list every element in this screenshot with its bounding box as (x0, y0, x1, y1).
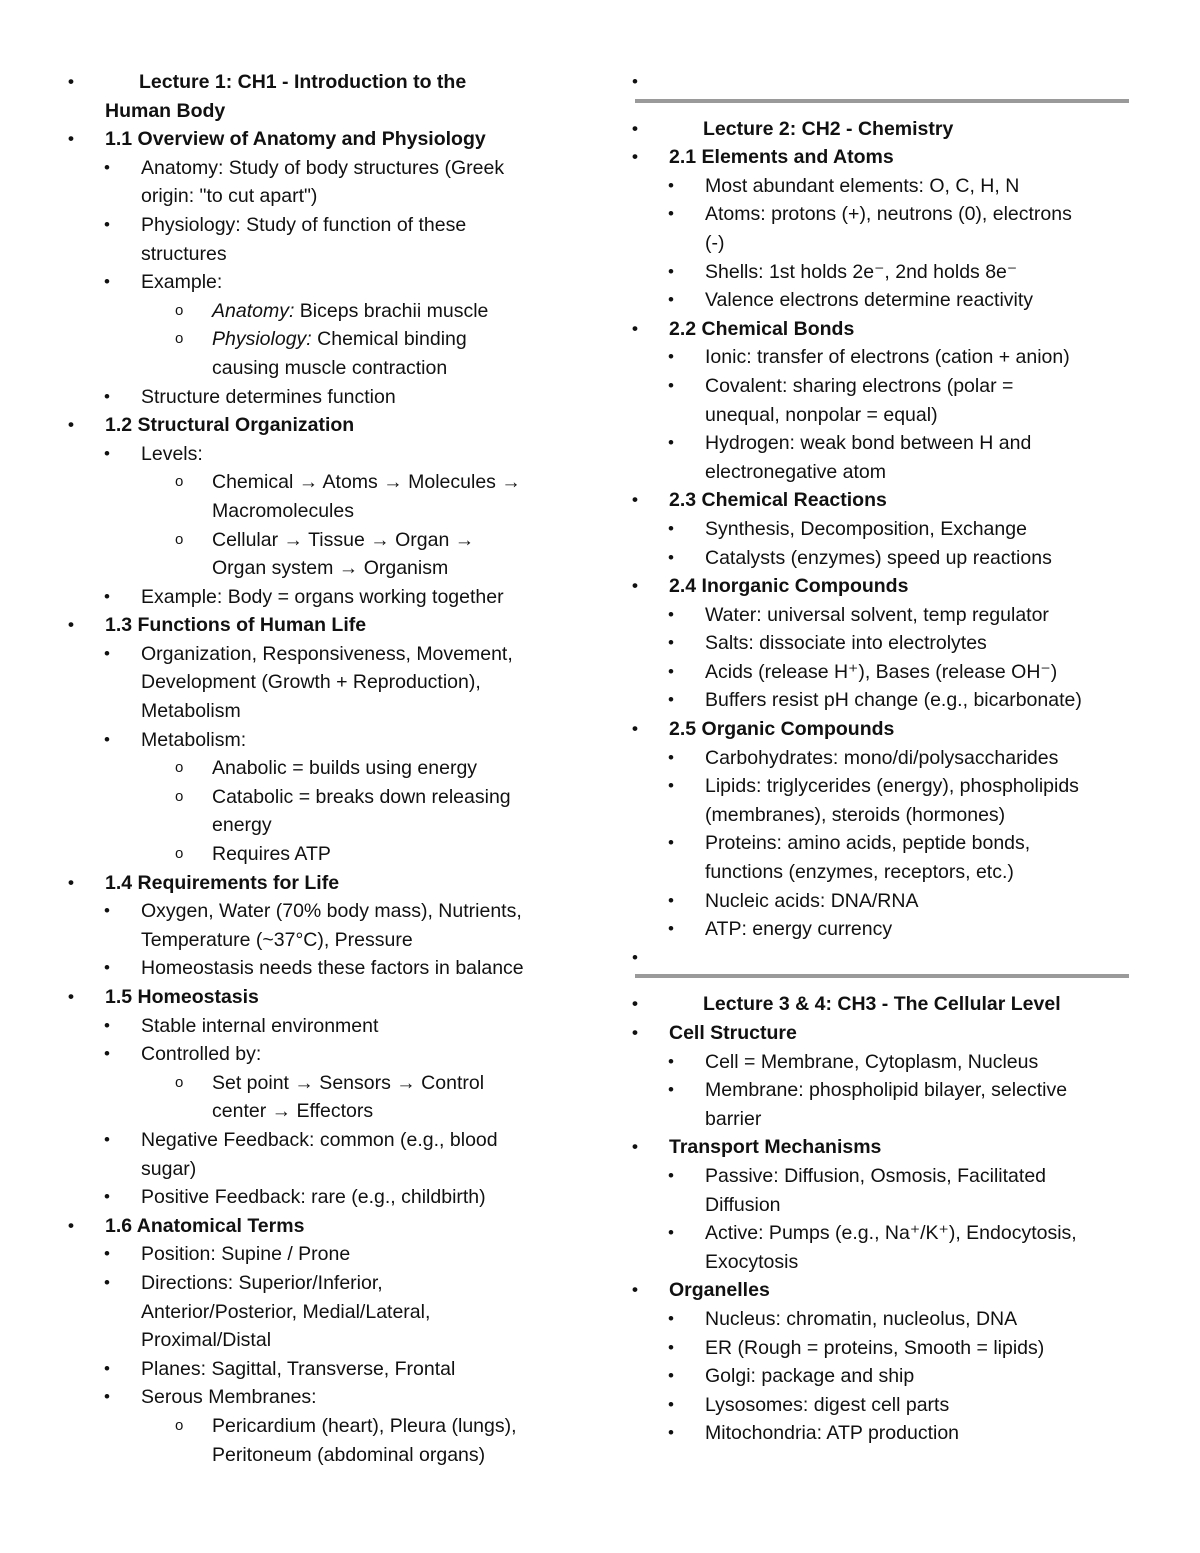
bullet: • (668, 1423, 674, 1443)
list-item (632, 1305, 1142, 1334)
bullet: • (632, 1280, 638, 1300)
lecture-2-title (632, 115, 1142, 144)
bullet: o (175, 473, 184, 491)
list-item-cont (632, 1105, 1142, 1134)
line-text: energy (212, 814, 272, 837)
line-text: Acids (release H⁺), Bases (release OH⁻) (705, 660, 1058, 683)
line-text: unequal, nonpolar = equal) (705, 403, 938, 426)
line-text: Valence electrons determine reactivity (705, 289, 1034, 312)
bullet: • (632, 1023, 638, 1042)
list-item (68, 897, 568, 926)
line-text: Anabolic = builds using energy (212, 757, 478, 780)
line-text: Carbohydrates: mono/di/polysaccharides (705, 746, 1059, 769)
sub-item (68, 840, 568, 869)
line-text: Hydrogen: weak bond between H and (705, 432, 1032, 455)
line-text: Position: Supine / Prone (141, 1243, 351, 1266)
list-item-cont (68, 668, 568, 697)
line-text: Most abundant elements: O, C, H, N (705, 174, 1020, 197)
bullet: • (104, 729, 110, 749)
lecture-3-4-title (632, 990, 1142, 1019)
bullet: • (104, 1387, 110, 1407)
bullet: • (668, 433, 674, 453)
bullet: • (68, 615, 74, 635)
list-item-cont (632, 858, 1142, 887)
line-text: Metabolism: (141, 728, 247, 751)
bullet: • (632, 72, 638, 91)
line-text: Cell Structure (669, 1022, 797, 1044)
bullet: o (175, 301, 184, 319)
line-text: Example: (141, 271, 223, 294)
bullet: • (668, 690, 674, 710)
list-item-cont (68, 1326, 568, 1355)
bullet: • (668, 633, 674, 653)
line-text: Homeostasis needs these factors in balance (141, 957, 524, 980)
bullet: • (68, 1215, 74, 1235)
line-text: Ionic: transfer of electrons (cation + anion) (705, 346, 1070, 369)
list-item (68, 583, 568, 612)
list-item (632, 887, 1142, 916)
list-item (68, 1012, 568, 1041)
sub-item-cont (68, 1097, 568, 1126)
list-item (68, 726, 568, 755)
list-item (632, 343, 1142, 372)
bullet: o (175, 759, 184, 777)
bullet: o (175, 1416, 184, 1434)
line-text: Lecture 2: CH2 - Chemistry (703, 117, 954, 140)
list-item (632, 200, 1142, 229)
line-text: Structure determines function (141, 385, 396, 408)
section-heading (632, 1019, 1142, 1048)
line-text: Cell = Membrane, Cytoplasm, Nucleus (705, 1050, 1039, 1073)
sub-item (68, 468, 568, 497)
right-column (632, 68, 1142, 1448)
section-heading (68, 983, 568, 1012)
bullet: • (104, 586, 110, 606)
line-text: Synthesis, Decomposition, Exchange (705, 517, 1027, 540)
line-text: 1.3 Functions of Human Life (105, 614, 367, 637)
bullet: • (104, 1358, 110, 1378)
bullet: • (668, 175, 674, 195)
bullet: • (68, 872, 74, 892)
bullet: • (68, 72, 74, 91)
line-text: Serous Membranes: (141, 1386, 317, 1409)
line-text: Set point → Sensors → Control (212, 1071, 485, 1094)
list-item (632, 172, 1142, 201)
line-text: 2.5 Organic Compounds (669, 718, 895, 741)
line-text: Planes: Sagittal, Transverse, Frontal (141, 1357, 456, 1380)
sub-item-cont (68, 811, 568, 840)
line-text: Covalent: sharing electrons (polar = (705, 374, 1014, 397)
list-item (632, 744, 1142, 773)
line-text: Membrane: phospholipid bilayer, selective (705, 1079, 1068, 1102)
list-item (68, 383, 568, 412)
line-text: Proteins: amino acids, peptide bonds, (705, 832, 1031, 855)
section-heading (632, 1276, 1142, 1305)
horizontal-rule (635, 99, 1129, 103)
line-text: Lysosomes: digest cell parts (705, 1393, 950, 1416)
bullet: • (668, 890, 674, 910)
list-item (632, 1362, 1142, 1391)
sub-item (68, 754, 568, 783)
bullet: o (175, 530, 184, 548)
line-text: Temperature (~37°C), Pressure (141, 928, 413, 951)
empty-bullet (632, 944, 1142, 973)
line-text: Pericardium (heart), Pleura (lungs), (212, 1414, 517, 1437)
section-heading (632, 715, 1142, 744)
line-text: barrier (705, 1107, 762, 1130)
list-item (632, 915, 1142, 944)
bullet: • (104, 1272, 110, 1292)
sub-item (68, 297, 568, 326)
list-item (632, 258, 1142, 287)
line-text: 1.5 Homeostasis (105, 986, 259, 1008)
list-item (68, 1355, 568, 1384)
list-item-cont (632, 1191, 1142, 1220)
bullet: • (68, 129, 74, 149)
bullet: o (175, 330, 184, 348)
line-text: Salts: dissociate into electrolytes (705, 632, 987, 655)
line-text: Peritoneum (abdominal organs) (212, 1443, 486, 1466)
section-heading (632, 1133, 1142, 1162)
line-text: 2.4 Inorganic Compounds (669, 575, 909, 598)
list-item (68, 1126, 568, 1155)
line-text: 1.4 Requirements for Life (105, 871, 340, 894)
line-text: Requires ATP (212, 843, 331, 866)
line-text: Controlled by: (141, 1043, 262, 1066)
line-text: Buffers resist pH change (e.g., bicarbonate) (705, 689, 1082, 712)
line-text: Example: Body = organs working together (141, 585, 504, 608)
bullet: • (632, 118, 638, 138)
section-heading (632, 315, 1142, 344)
section-heading (68, 125, 568, 154)
section-heading (68, 411, 568, 440)
line-text: Diffusion (705, 1193, 781, 1216)
list-item (632, 1419, 1142, 1448)
line-text: ATP: energy currency (705, 918, 893, 941)
line-text: Organization, Responsiveness, Movement, (141, 642, 513, 665)
line-text: ER (Rough = proteins, Smooth = lipids) (705, 1336, 1045, 1359)
list-item-cont (68, 697, 568, 726)
line-text: Anterior/Posterior, Medial/Lateral, (141, 1300, 431, 1323)
section-heading (68, 869, 568, 898)
bullet: • (668, 547, 674, 567)
bullet: • (104, 1187, 110, 1207)
line-text: 1.2 Structural Organization (105, 414, 355, 437)
list-item (632, 1162, 1142, 1191)
list-item-cont (632, 401, 1142, 430)
sub-item-cont (68, 497, 568, 526)
line-text: Biceps brachii muscle (294, 299, 489, 322)
sub-item (68, 783, 568, 812)
section-heading (68, 611, 568, 640)
list-item-cont (632, 229, 1142, 258)
line-text: Catabolic = breaks down releasing (212, 785, 511, 808)
line-text: Golgi: package and ship (705, 1365, 915, 1388)
bullet: o (175, 787, 184, 805)
line-text: 2.1 Elements and Atoms (669, 146, 894, 169)
bullet: • (668, 604, 674, 624)
list-item (68, 1183, 568, 1212)
line-text: Proximal/Distal (141, 1329, 272, 1352)
list-item (632, 772, 1142, 801)
bullet: o (175, 845, 184, 863)
bullet: • (668, 1051, 674, 1071)
bullet: • (104, 958, 110, 978)
bullet: • (668, 375, 674, 395)
bullet: • (104, 214, 110, 234)
line-text: 2.3 Chemical Reactions (669, 489, 887, 512)
left-column (68, 68, 568, 1469)
line-text: Nucleus: chromatin, nucleolus, DNA (705, 1307, 1018, 1330)
bullet: • (668, 833, 674, 853)
line-text: Mitochondria: ATP production (705, 1422, 960, 1445)
line-text: Human Body (105, 99, 226, 122)
list-item (632, 429, 1142, 458)
line-text: causing muscle contraction (212, 356, 448, 379)
sub-item (68, 325, 568, 354)
list-item (68, 268, 568, 297)
list-item (632, 1048, 1142, 1077)
line-text: Stable internal environment (141, 1014, 379, 1037)
bullet: • (668, 204, 674, 224)
bullet: • (668, 1366, 674, 1386)
line-text: Levels: (141, 442, 203, 465)
bullet: • (104, 901, 110, 921)
list-item-cont (68, 240, 568, 269)
list-item (632, 1334, 1142, 1363)
list-item (632, 1391, 1142, 1420)
line-text: Lecture 3 & 4: CH3 - The Cellular Level (703, 993, 1061, 1016)
list-item (68, 1240, 568, 1269)
bullet: • (668, 1080, 674, 1100)
bullet: • (632, 576, 638, 596)
line-text: Directions: Superior/Inferior, (141, 1271, 383, 1294)
empty-bullet (632, 68, 1142, 97)
bullet: • (668, 919, 674, 939)
list-item (68, 1383, 568, 1412)
line-text: Exocytosis (705, 1250, 799, 1273)
list-item (632, 544, 1142, 573)
bullet: • (104, 272, 110, 292)
line-text: Catalysts (enzymes) speed up reactions (705, 546, 1052, 569)
list-item (632, 829, 1142, 858)
line-text: Nucleic acids: DNA/RNA (705, 889, 919, 912)
section-heading (68, 1212, 568, 1241)
sub-item (68, 1069, 568, 1098)
list-item (632, 1219, 1142, 1248)
line-text: Atoms: protons (+), neutrons (0), electrons (705, 203, 1072, 226)
bullet: • (668, 1165, 674, 1185)
line-text: Water: universal solvent, temp regulator (705, 603, 1049, 626)
sub-item-cont (68, 354, 568, 383)
bullet: • (68, 415, 74, 435)
list-item (632, 658, 1142, 687)
line-text: (membranes), steroids (hormones) (705, 803, 1006, 826)
bullet: • (668, 1223, 674, 1243)
line-text: Organelles (669, 1279, 770, 1302)
line-text: Chemical → Atoms → Molecules → (212, 471, 521, 494)
bullet: • (68, 987, 74, 1006)
line-text: Chemical binding (311, 328, 467, 351)
line-text: Positive Feedback: rare (e.g., childbirth) (141, 1186, 486, 1209)
list-item (632, 1076, 1142, 1105)
line-text: Oxygen, Water (70% body mass), Nutrients, (141, 900, 522, 923)
list-item (632, 686, 1142, 715)
bullet: • (668, 747, 674, 767)
bullet: • (104, 157, 110, 177)
list-item (68, 440, 568, 469)
list-item (68, 1269, 568, 1298)
line-text: Organ system → Organism (212, 557, 449, 580)
line-text: electronegative atom (705, 460, 887, 483)
line-text: Anatomy: Study of body structures (Greek (141, 156, 505, 179)
list-item (632, 629, 1142, 658)
line-text: structures (141, 242, 227, 265)
bullet: • (632, 147, 638, 167)
bullet: • (668, 347, 674, 367)
list-item-cont (68, 1155, 568, 1184)
bullet: • (104, 643, 110, 663)
bullet: • (104, 1129, 110, 1149)
bullet: • (632, 947, 638, 967)
line-text: Lecture 1: CH1 - Introduction to the (139, 71, 467, 93)
bullet: • (632, 318, 638, 338)
list-item-cont (632, 458, 1142, 487)
bullet: o (175, 1073, 184, 1091)
bullet: • (104, 386, 110, 406)
bullet: • (668, 1337, 674, 1357)
bullet: • (668, 1308, 674, 1328)
line-text: Physiology: Study of function of these (141, 213, 467, 236)
bullet: • (668, 1394, 674, 1414)
line-text: (-) (705, 231, 725, 254)
list-item (68, 154, 568, 183)
list-item (632, 372, 1142, 401)
line-text: functions (enzymes, receptors, etc.) (705, 861, 1014, 884)
bullet: • (668, 290, 674, 310)
sub-item-cont (68, 1441, 568, 1470)
list-item (632, 601, 1142, 630)
line-text: Negative Feedback: common (e.g., blood (141, 1128, 498, 1151)
line-text: 1.6 Anatomical Terms (105, 1214, 305, 1237)
horizontal-rule (635, 974, 1129, 978)
list-item-cont (68, 1298, 568, 1327)
line-text: Macromolecules (212, 499, 354, 522)
line-text: Active: Pumps (e.g., Na⁺/K⁺), Endocytosis, (705, 1222, 1077, 1245)
list-item-cont (68, 926, 568, 955)
line-text: center → Effectors (212, 1100, 374, 1123)
section-heading (632, 572, 1142, 601)
sub-item (68, 1412, 568, 1441)
line-text: Physiology: (212, 328, 312, 351)
list-item (68, 211, 568, 240)
line-text: Shells: 1st holds 2e⁻, 2nd holds 8e⁻ (705, 260, 1018, 283)
section-heading (632, 143, 1142, 172)
list-item-cont (68, 182, 568, 211)
list-item-cont (632, 801, 1142, 830)
bullet: • (104, 1015, 110, 1035)
line-text: origin: "to cut apart") (141, 185, 318, 208)
bullet: • (668, 518, 674, 538)
list-item (632, 286, 1142, 315)
line-text: 1.1 Overview of Anatomy and Physiology (105, 128, 486, 151)
list-item (68, 1040, 568, 1069)
line-text: Lipids: triglycerides (energy), phospholipids (705, 775, 1079, 798)
line-text: Transport Mechanisms (669, 1136, 882, 1159)
bullet: • (104, 1244, 110, 1264)
sub-item-cont (68, 554, 568, 583)
list-item-cont (632, 1248, 1142, 1277)
line-text: Metabolism (141, 700, 241, 723)
list-item (68, 640, 568, 669)
bullet: • (668, 661, 674, 681)
line-text: Anatomy: (212, 299, 295, 322)
bullet: • (632, 719, 638, 739)
line-text: Development (Growth + Reproduction), (141, 671, 481, 694)
line-text: Cellular → Tissue → Organ → (212, 528, 475, 551)
line-text: 2.2 Chemical Bonds (669, 317, 855, 340)
bullet: • (632, 1137, 638, 1157)
lecture-1-title-cont (68, 97, 568, 126)
bullet: • (104, 1044, 110, 1064)
list-item (68, 954, 568, 983)
section-heading (632, 486, 1142, 515)
bullet: • (668, 776, 674, 796)
line-text: sugar) (141, 1157, 197, 1180)
list-item (632, 515, 1142, 544)
bullet: • (632, 490, 638, 510)
bullet: • (668, 261, 674, 281)
sub-item (68, 526, 568, 555)
bullet: • (632, 994, 638, 1014)
bullet: • (104, 443, 110, 463)
line-text: Passive: Diffusion, Osmosis, Facilitated (705, 1164, 1047, 1187)
lecture-1-title (68, 68, 568, 97)
